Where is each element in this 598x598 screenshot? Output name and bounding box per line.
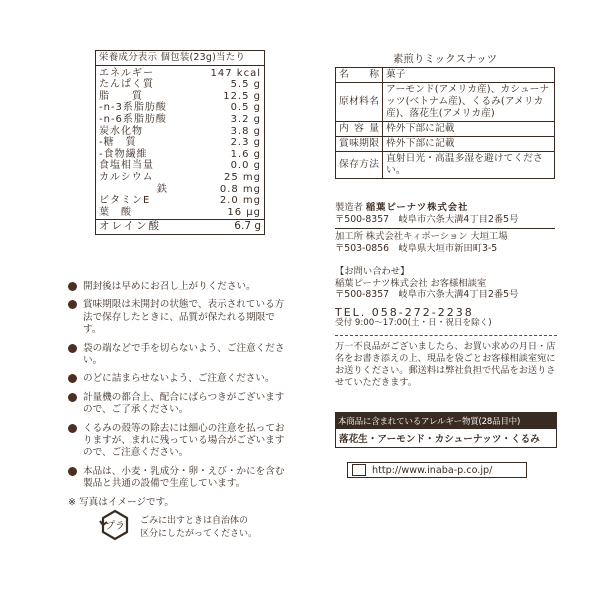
product-value: 枠外下部に記載 [383,122,555,137]
product-info-table [335,67,555,179]
nutrition-name: エネルギー [99,67,154,79]
contact-hours: 受付 9:00〜17:00(土・日・祝日を除く) [335,318,492,328]
nutrition-value: 3.8 g [230,125,261,137]
note-item [68,373,290,385]
note-item [68,299,290,336]
bullet-icon [68,467,77,476]
note-item [68,343,290,368]
nutrition-value: 0.5 g [230,102,261,114]
nutrition-name: カルシウム [99,171,154,183]
note-item [68,281,290,293]
nutrition-value: 5.5 g [230,79,261,91]
product-key: 内容量 [336,122,383,137]
product-row [336,122,555,137]
nutrition-name: -n-6系脂肪酸 [99,113,167,125]
url-text: http://www.inaba-p.co.jp/ [372,464,493,476]
nutrition-row [99,184,261,196]
nutrition-value: 1.6 g [230,148,261,160]
nutrition-name: ビタミンE [99,195,151,207]
product-row [336,83,555,122]
recycle-icon-label: プラ [105,521,125,532]
product-value: 直射日光・高温多湿を避けてください。 [383,152,555,179]
nutrition-name: たんぱく質 [99,79,154,91]
nutrition-row-oleic [96,219,264,234]
nutrition-name: 葉 酸 [99,206,132,218]
plastic-recycle-icon [98,508,132,542]
contact-address: 〒500-8357 岐阜市六条大溝4丁目2番5号 [335,289,519,300]
contact-block [335,266,557,330]
nutrition-row [99,172,261,184]
nutrition-name: 炭水化物 [99,125,143,137]
recycle-text-line2: 区分にしたがってください。 [140,529,258,539]
nutrition-row [99,79,261,91]
manufacturer-address: 〒500-8357 岐阜市六条大溝4丁目2番5号 [335,214,519,225]
contact-tel: TEL. 058-272-2238 [335,305,474,319]
note-item [68,423,290,460]
nutrition-value: 16 μg [227,206,261,218]
note-text: 袋の端などで手を切らないよう、ご注意ください。 [83,342,285,367]
nutrition-name: 鉄 [157,183,168,195]
allergy-header: 本商品に含まれているアレルギー物質(28品目中) [336,413,556,429]
bullet-icon [68,300,77,309]
nutrition-row [99,137,261,149]
nutrition-row [99,114,261,126]
divider [335,335,557,336]
nutrition-name: 脂 質 [99,90,143,102]
nutrition-value: 147 kcal [210,67,261,79]
product-row [336,68,555,83]
photo-note: ※ 写真はイメージです。 [68,496,174,508]
manufacturer-block [335,202,555,255]
nutrition-name: 食塩相当量 [99,160,154,172]
nutrition-row [99,91,261,103]
nutrition-name: -n-3系脂肪酸 [99,102,167,114]
nutrition-row [99,195,261,207]
nutrition-name: -食物繊維 [99,148,148,160]
website-url[interactable] [347,462,527,478]
caution-notes [68,281,290,509]
nutrition-row [99,160,261,172]
bullet-icon [68,374,77,383]
nutrition-value: 6.7 g [234,220,261,233]
nutrition-value: 2.0 mg [219,195,261,207]
product-value: アーモンド(アメリカ産)、カシューナッツ(ベトナム産)、くるみ(アメリカ産)、落花生(アメリカ産) [383,83,555,122]
manufacturer-name: 稲葉ピーナツ株式会社 [365,202,469,213]
nutrition-value: 25 mg [224,171,261,183]
product-key: 保存方法 [336,152,383,179]
product-key: 名称 [336,68,383,83]
product-row [336,152,555,179]
allergy-box [335,412,557,448]
processor-name: 株式会社キィポーション 大垣工場 [365,231,508,242]
product-key: 賞味期限 [336,137,383,152]
note-text: 開封後は早めにお召し上がりください。 [83,281,256,292]
bullet-icon [68,393,77,402]
nutrition-value: 3.2 g [230,113,261,125]
product-value: 菓子 [383,68,555,83]
nutrition-row [99,207,261,219]
nutrition-header: 栄養成分表示 個包装(23g)当たり [96,51,264,66]
manufacturer-label: 製造者 [335,202,363,213]
contact-company: 稲葉ピーナツ株式会社 お客様相談室 [335,277,487,289]
note-text: 賞味期限は未開封の状態で、表示されている方法で保存したときに、品質が保たれる期限です。 [83,299,285,336]
note-text: のどに詰まらせないよう、ご注意ください。 [83,373,275,385]
nutrition-row [99,102,261,114]
note-item [68,392,290,417]
nutrition-value: 2.3 g [230,137,261,149]
nutrition-row [99,126,261,138]
processor-address: 〒503-0856 岐阜県大垣市新田町3-5 [335,243,498,254]
recycle-text [140,515,257,541]
contact-heading: 【お問い合わせ】 [335,266,410,277]
product-key: 原材料名 [336,83,383,122]
note-text: 本品は、小麦・乳成分・卵・えび・かにを含む製品と共通の設備で生産しています。 [83,465,285,490]
bullet-icon [68,282,77,291]
note-text: くるみの殻等の除去には細心の注意を払っておりますが、まれに残っている場合がございますので、ご注意ください。 [83,422,285,459]
bullet-icon [68,344,77,353]
nutrition-rows [96,66,264,220]
nutrition-value: 0.0 g [230,160,261,172]
bullet-icon [68,424,77,433]
product-value: 枠外下部に記載 [383,137,555,152]
processor-label: 加工所 [335,231,363,242]
nutrition-table [95,50,265,235]
nutrition-value: 12.5 g [223,90,261,102]
nutrition-row [99,68,261,80]
nutrition-value: 0.8 mg [219,183,261,195]
nutrition-name: オレイン酸 [99,220,161,233]
note-item [68,466,290,491]
nutrition-row [99,149,261,161]
nutrition-name: -糖 質 [99,137,137,149]
note-text: 計量機の都合上、配合にばらつきがございますので、ご了承ください。 [83,391,285,416]
product-title: 素煎りミックスナッツ [392,53,498,65]
recycle-text-line1: ごみに出すときは自治体の [140,516,249,526]
product-row [336,137,555,152]
allergy-content: 落花生・アーモンド・カシューナッツ・くるみ [339,434,540,445]
browser-window-icon [352,464,366,476]
defect-notice: 万一不良品がございましたら、お買い求めの月日・店名をお書き添えの上、現品を袋ごとお客様相談室宛にお送りください。郵送料は弊社負担で代品をお送りさせていただきます。 [335,341,556,388]
